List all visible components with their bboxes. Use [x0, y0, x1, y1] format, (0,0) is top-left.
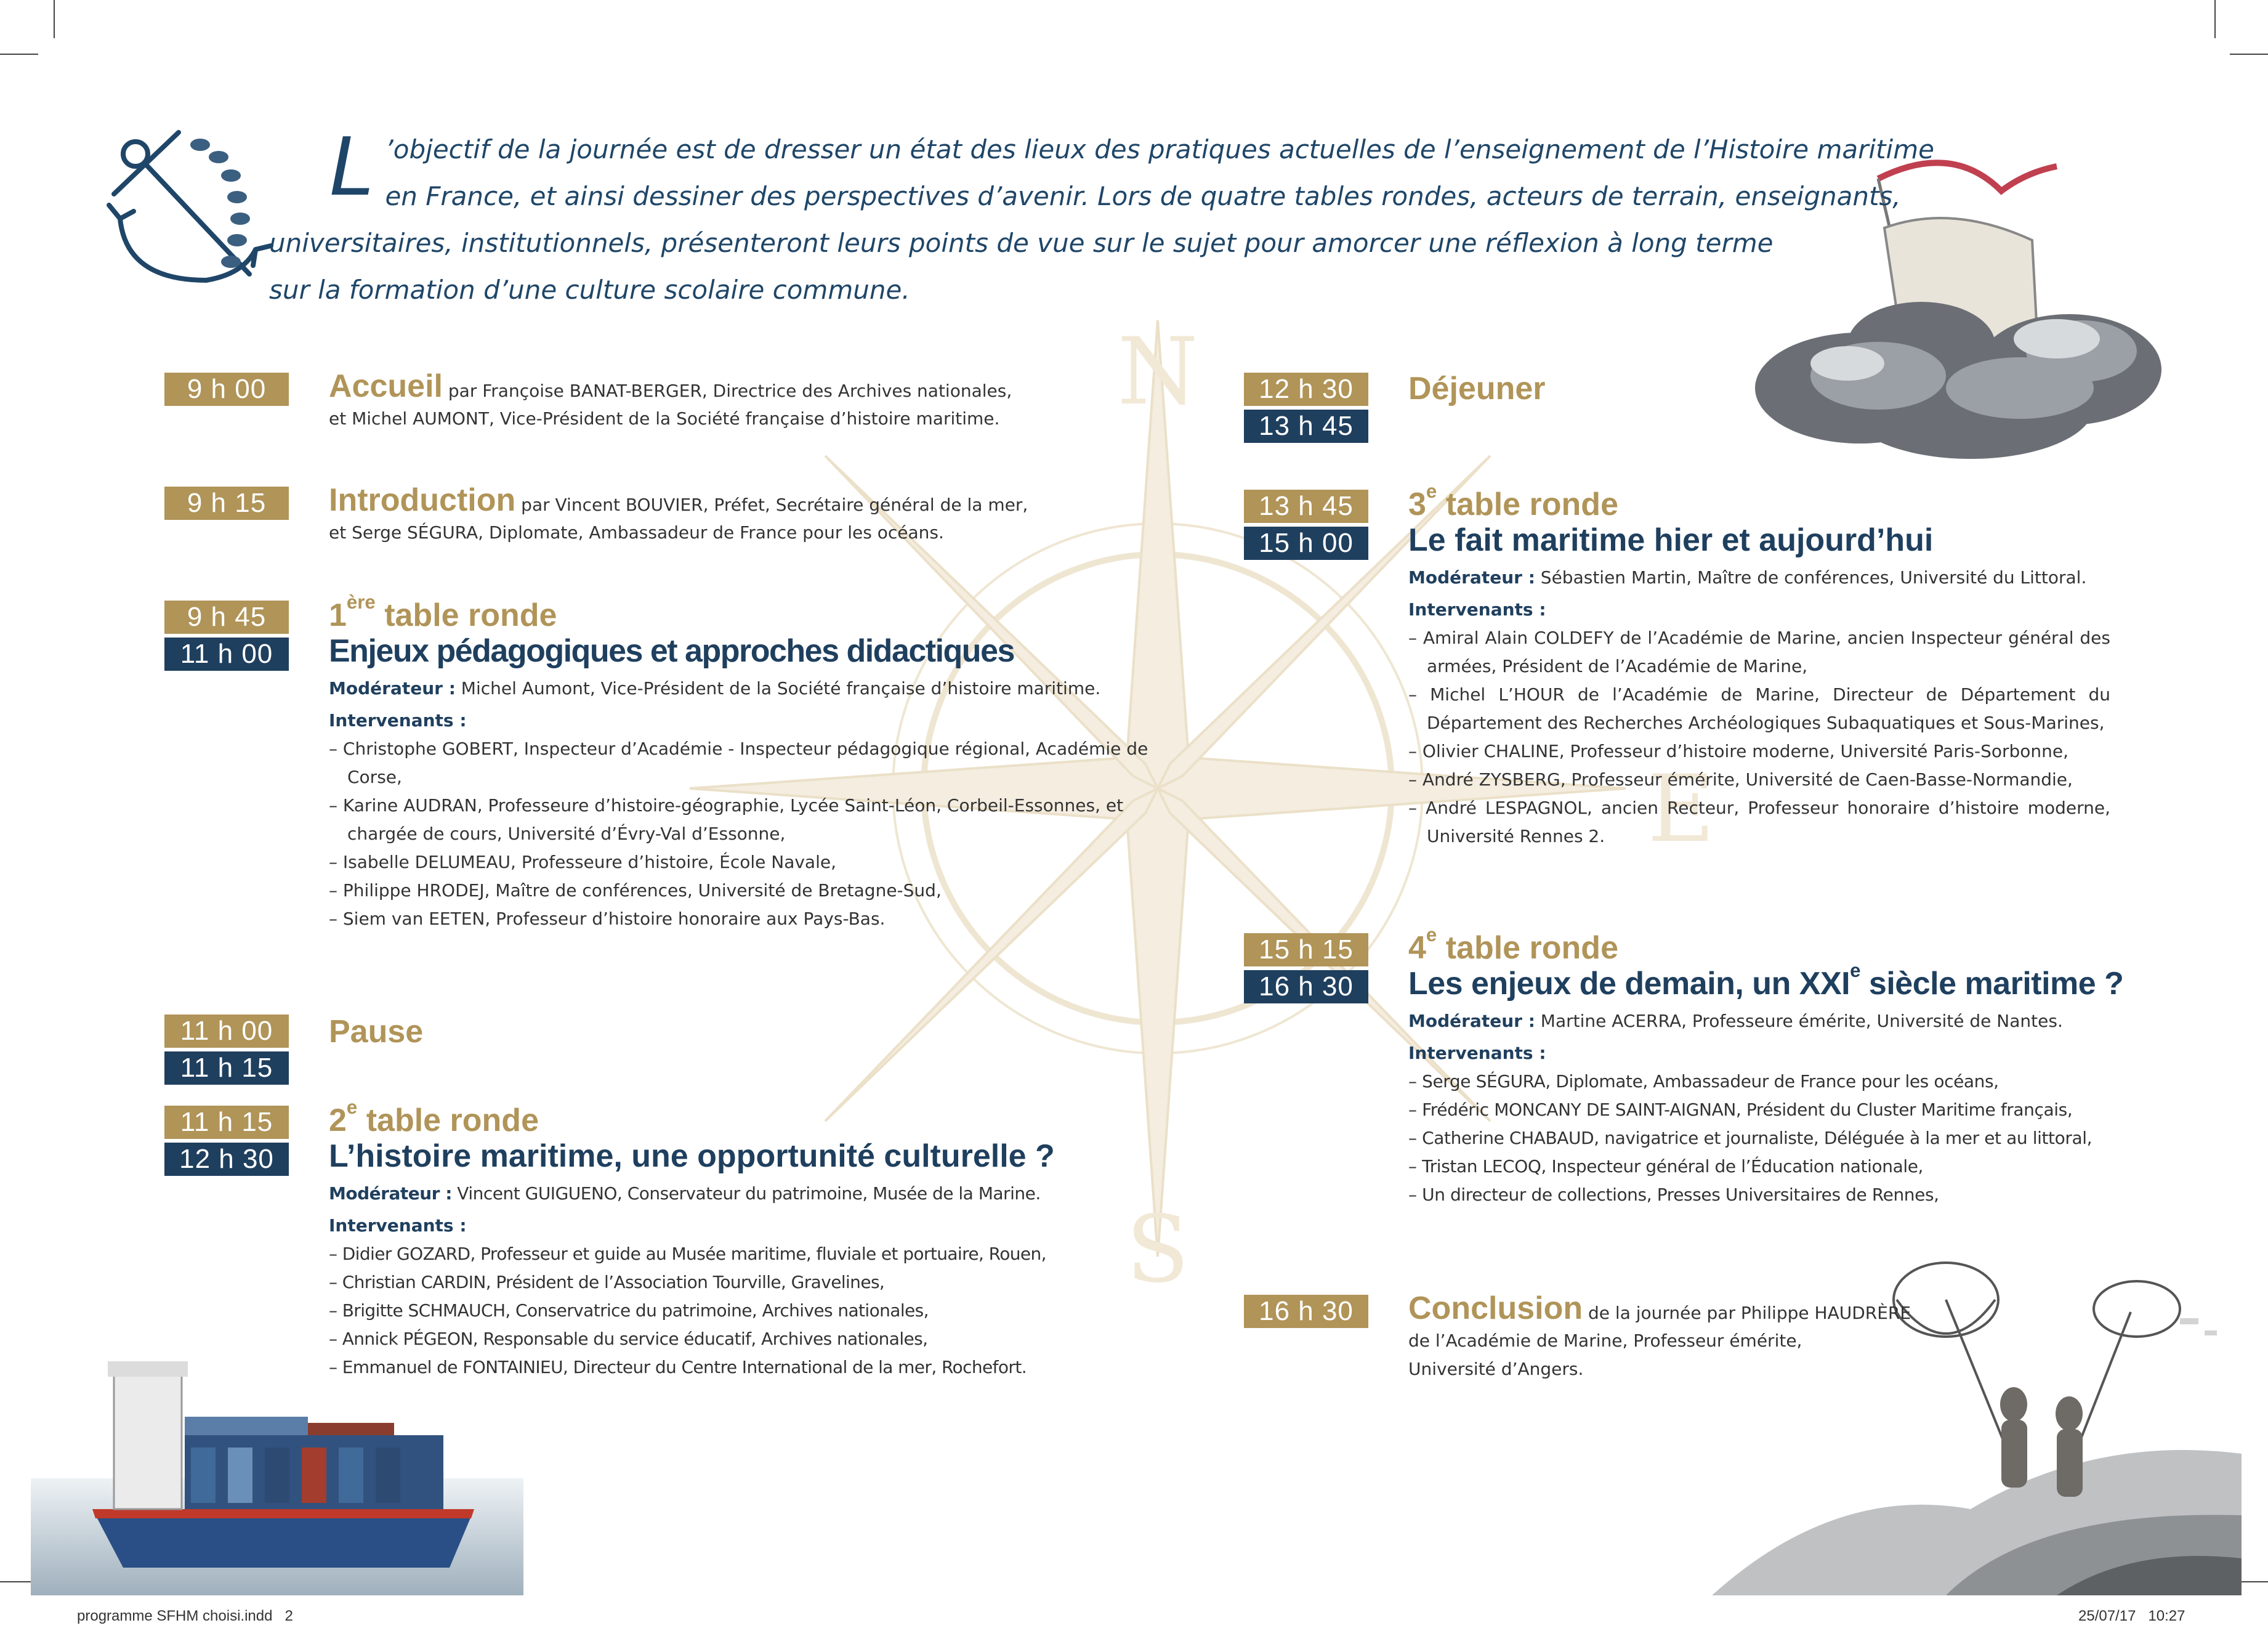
intro-line: en France, et ainsi dessiner des perspectives d’avenir. Lors de quatre tables rondes, acteurs de terrain, enseignants,: [385, 181, 1901, 211]
time-badge-end: 15 h 00: [1244, 527, 1368, 560]
time-badge-start: 9 h 45: [164, 601, 289, 634]
time-badge-end: 11 h 00: [164, 638, 289, 671]
session-title: table ronde: [375, 597, 557, 633]
list-item: – Isabelle DELUMEAU, Professeure d’histoire, École Navale,: [329, 848, 1191, 877]
intro-line: universitaires, institutionnels, présenteront leurs points de vue sur le sujet pour amorcer une réflexion à long terme: [269, 228, 1774, 258]
session-title: Pause: [329, 1014, 424, 1050]
time-badge-start: 15 h 15: [1244, 933, 1368, 966]
time-badge: 9 h 00: [164, 373, 289, 406]
list-item: – Siem van EETEN, Professeur d’histoire honoraire aux Pays-Bas.: [329, 905, 1191, 933]
time-badge-start: 13 h 45: [1244, 490, 1368, 523]
session-speakers: de la journée par Philippe HAUDRÈRE: [1583, 1303, 1911, 1323]
list-item: – Emmanuel de FONTAINIEU, Directeur du Centre International de la mer, Rochefort.: [329, 1353, 1203, 1382]
list-item: – Catherine CHABAUD, navigatrice et journaliste, Déléguée à la mer et au littoral,: [1408, 1124, 2123, 1152]
time-badge-start: 11 h 00: [164, 1014, 289, 1048]
anchor-icon: [102, 126, 293, 293]
moderator-text: Vincent GUIGUENO, Conservateur du patrimoine, Musée de la Marine.: [451, 1183, 1041, 1204]
list-item: – Un directeur de collections, Presses Universitaires de Rennes,: [1408, 1181, 2123, 1209]
session-title: table ronde: [357, 1103, 539, 1138]
list-item: – Tristan LECOQ, Inspecteur général de l’Éducation nationale,: [1408, 1152, 2123, 1181]
session-number: 1: [329, 597, 347, 633]
session-speakers-line3: Université d’Angers.: [1408, 1359, 1584, 1379]
session-subtitle: Les enjeux de demain, un XXI: [1408, 966, 1850, 1002]
compass-letter-n: N: [1117, 318, 1198, 426]
session-number-suffix: ère: [346, 591, 376, 613]
speakers-label: Intervenants :: [1408, 1043, 1546, 1063]
list-item: – Olivier CHALINE, Professeur d’histoire moderne, Université Paris-Sorbonne,: [1408, 737, 2110, 766]
time-badge-end: 16 h 30: [1244, 970, 1368, 1003]
session-number-suffix: e: [346, 1096, 358, 1118]
list-item: – Didier GOZARD, Professeur et guide au Musée maritime, fluviale et portuaire, Rouen,: [329, 1240, 1203, 1268]
moderator-label: Modérateur :: [1408, 567, 1535, 588]
session-number: 2: [329, 1103, 347, 1138]
session-title: Déjeuner: [1408, 371, 1546, 407]
list-item: – Michel L’HOUR de l’Académie de Marine, Directeur de Département du Département des Recherches Archéologiques Subaquatiques et Sous-Marines,: [1408, 681, 2110, 737]
time-badge: 16 h 30: [1244, 1295, 1368, 1328]
crop-mark: [2230, 54, 2268, 55]
list-item: – Philippe HRODEJ, Maître de conférences, Université de Bretagne-Sud,: [329, 877, 1191, 905]
time-badge-end: 12 h 30: [164, 1143, 289, 1176]
time-badge: 9 h 15: [164, 487, 289, 520]
moderator-label: Modérateur :: [329, 1183, 452, 1204]
speakers-label: Intervenants :: [329, 1215, 467, 1236]
compass-letter-e: E: [1647, 756, 1715, 863]
moderator-text: Sébastien Martin, Maître de conférences, Université du Littoral.: [1535, 567, 2087, 588]
intro-drop-cap: L: [329, 120, 374, 214]
session-title: Accueil: [329, 368, 443, 404]
list-item: – Annick PÉGEON, Responsable du service éducatif, Archives nationales,: [329, 1325, 1203, 1353]
session-speakers-line2: et Michel AUMONT, Vice-Président de la Société française d’histoire maritime.: [329, 408, 1000, 429]
crop-mark: [2214, 0, 2216, 38]
session-number-suffix: e: [1426, 480, 1437, 502]
moderator-text: Michel Aumont, Vice-Président de la Société française d’histoire maritime.: [455, 678, 1101, 699]
list-item: – Frédéric MONCANY DE SAINT-AIGNAN, Président du Cluster Maritime français,: [1408, 1096, 2123, 1124]
session-speakers-line2: et Serge SÉGURA, Diplomate, Ambassadeur de France pour les océans.: [329, 522, 944, 543]
session-number: 3: [1408, 487, 1426, 522]
speakers-label: Intervenants :: [1408, 599, 1546, 620]
list-item: – Christophe GOBERT, Inspecteur d’Académie - Inspecteur pédagogique régional, Académie de Corse,: [329, 735, 1191, 792]
time-badge-end: 13 h 45: [1244, 410, 1368, 443]
time-badge-start: 12 h 30: [1244, 373, 1368, 406]
session-speakers: par Vincent BOUVIER, Préfet, Secrétaire général de la mer,: [515, 495, 1028, 515]
crop-mark: [54, 0, 55, 38]
session-subtitle: Le fait maritime hier et aujourd’hui: [1408, 522, 1934, 558]
session-title: table ronde: [1437, 930, 1618, 966]
session-title: Introduction: [329, 482, 516, 518]
session-title: Conclusion: [1408, 1290, 1583, 1326]
intro-paragraph: [269, 120, 1934, 314]
intro-line: sur la formation d’une culture scolaire commune.: [269, 275, 910, 305]
moderator-label: Modérateur :: [1408, 1011, 1535, 1031]
session-number: 4: [1408, 930, 1426, 966]
list-item: – André LESPAGNOL, ancien Recteur, Professeur honoraire d’histoire moderne, Université Rennes 2.: [1408, 794, 2110, 851]
session-subtitle: L’histoire maritime, une opportunité culturelle ?: [329, 1138, 1055, 1174]
century-suffix: e: [1850, 959, 1860, 981]
list-item: – Brigitte SCHMAUCH, Conservatrice du patrimoine, Archives nationales,: [329, 1297, 1203, 1325]
footer-timestamp: 25/07/17 10:27: [2078, 1608, 2185, 1624]
session-speakers-line2: de l’Académie de Marine, Professeur émérite,: [1408, 1330, 1802, 1351]
compass-letter-s: S: [1126, 1196, 1190, 1303]
moderator-text: Martine ACERRA, Professeure émérite, Université de Nantes.: [1535, 1011, 2063, 1031]
session-subtitle-end: siècle maritime ?: [1860, 966, 2124, 1002]
time-badge-end: 11 h 15: [164, 1051, 289, 1085]
list-item: – Christian CARDIN, Président de l’Association Tourville, Gravelines,: [329, 1268, 1203, 1297]
intro-line: ’objectif de la journée est de dresser un état des lieux des pratiques actuelles de l’enseignement de l’Histoire maritime: [385, 134, 1934, 164]
moderator-label: Modérateur :: [329, 678, 456, 699]
crop-mark: [0, 54, 38, 55]
list-item: – André ZYSBERG, Professeur émérite, Université de Caen-Basse-Normandie,: [1408, 766, 2110, 794]
list-item: – Karine AUDRAN, Professeure d’histoire-géographie, Lycée Saint-Léon, Corbeil-Essonnes, et chargée de cours, Université d’Évry-Val d’Essonne,: [329, 792, 1191, 848]
session-number-suffix: e: [1426, 923, 1437, 946]
time-badge-start: 11 h 15: [164, 1106, 289, 1139]
session-title: table ronde: [1437, 487, 1618, 522]
list-item: – Amiral Alain COLDEFY de l’Académie de Marine, ancien Inspecteur général des armées, Président de l’Académie de Marine,: [1408, 624, 2110, 681]
session-speakers: par Françoise BANAT-BERGER, Directrice des Archives nationales,: [442, 381, 1012, 401]
list-item: – Serge SÉGURA, Diplomate, Ambassadeur de France pour les océans,: [1408, 1067, 2123, 1096]
speakers-label: Intervenants :: [329, 710, 467, 731]
session-subtitle: Enjeux pédagogiques et approches didactiques: [329, 633, 1014, 669]
footer-filename: programme SFHM choisi.indd 2: [77, 1608, 293, 1624]
